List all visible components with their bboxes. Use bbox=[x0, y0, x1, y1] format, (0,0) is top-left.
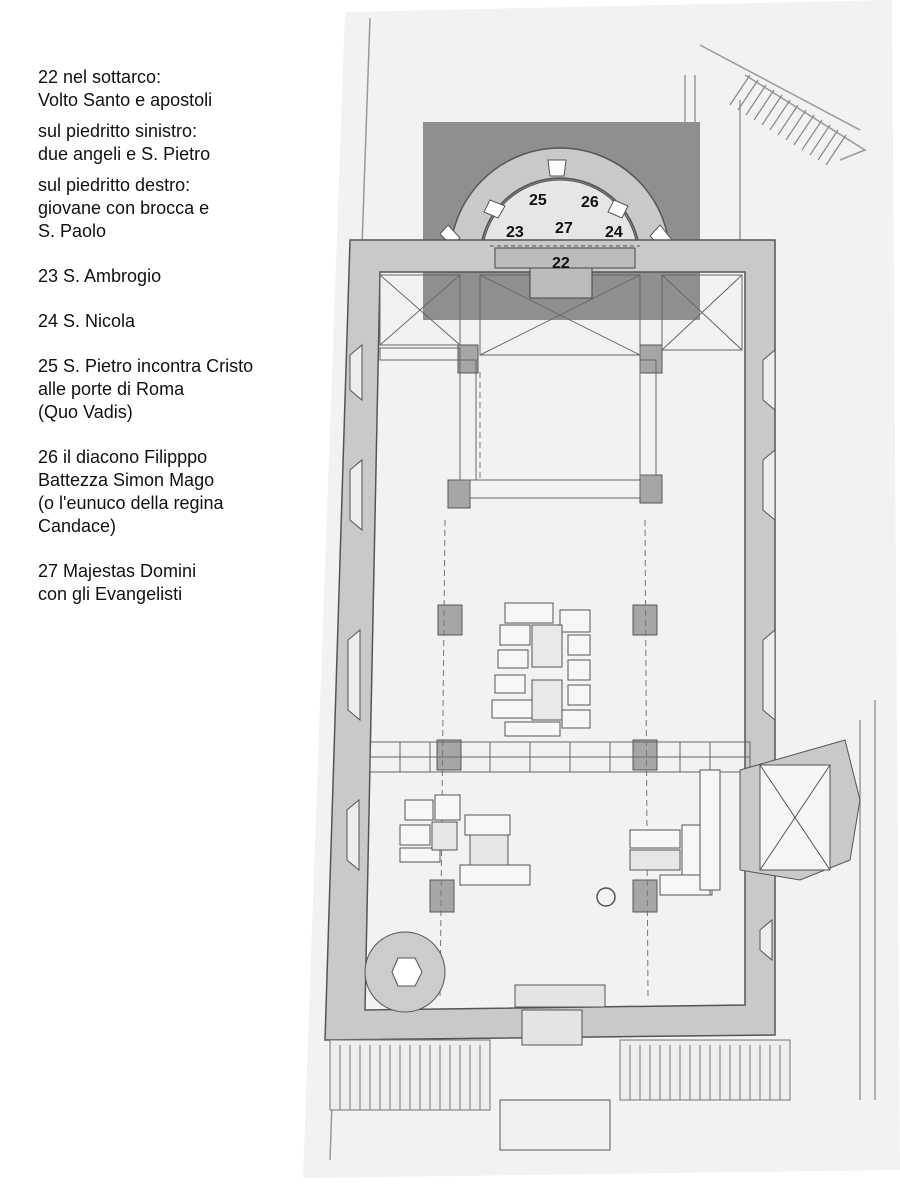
legend-line: giovane con brocca e bbox=[38, 198, 210, 218]
legend-line: due angeli e S. Pietro bbox=[38, 144, 211, 164]
legend-line: con gli Evangelisti bbox=[38, 584, 183, 604]
legend-entry-27 bbox=[38, 560, 328, 606]
legend-line: 26 il diacono Filipppo bbox=[38, 447, 208, 467]
legend-line: Candace) bbox=[38, 516, 117, 536]
round-chapel bbox=[365, 932, 445, 1012]
legend-line: 25 S. Pietro incontra Cristo bbox=[38, 356, 254, 376]
fresco-number-26: 26 bbox=[581, 194, 599, 211]
fresco-number-24: 24 bbox=[605, 224, 623, 241]
legend-line: Battezza Simon Mago bbox=[38, 470, 215, 490]
legend-entry-24 bbox=[38, 310, 328, 333]
legend-line: Volto Santo e apostoli bbox=[38, 90, 213, 110]
legend bbox=[38, 66, 328, 606]
floor-plan-drawing bbox=[300, 0, 900, 1200]
legend-line: S. Paolo bbox=[38, 221, 107, 241]
legend-line: sul piedritto sinistro: bbox=[38, 121, 198, 141]
legend-line: sul piedritto destro: bbox=[38, 175, 191, 195]
legend-entry-right-pier bbox=[38, 174, 328, 243]
fresco-number-23: 23 bbox=[506, 224, 524, 241]
fresco-number-27: 27 bbox=[555, 220, 573, 237]
legend-line: (Quo Vadis) bbox=[38, 402, 133, 422]
church-floor-plan bbox=[300, 0, 900, 1200]
legend-line: 24 S. Nicola bbox=[38, 311, 136, 331]
legend-line: 23 S. Ambrogio bbox=[38, 266, 162, 286]
fresco-number-25: 25 bbox=[529, 192, 547, 209]
legend-entry-22 bbox=[38, 66, 328, 112]
legend-entry-left-pier bbox=[38, 120, 328, 166]
legend-line: 22 nel sottarco: bbox=[38, 67, 162, 87]
legend-entry-23 bbox=[38, 265, 328, 288]
legend-line: alle porte di Roma bbox=[38, 379, 185, 399]
legend-line: 27 Majestas Domini bbox=[38, 561, 197, 581]
legend-line: (o l'eunuco della regina bbox=[38, 493, 224, 513]
legend-entry-26 bbox=[38, 446, 328, 538]
fresco-number-22: 22 bbox=[552, 255, 570, 272]
legend-entry-25 bbox=[38, 355, 328, 424]
